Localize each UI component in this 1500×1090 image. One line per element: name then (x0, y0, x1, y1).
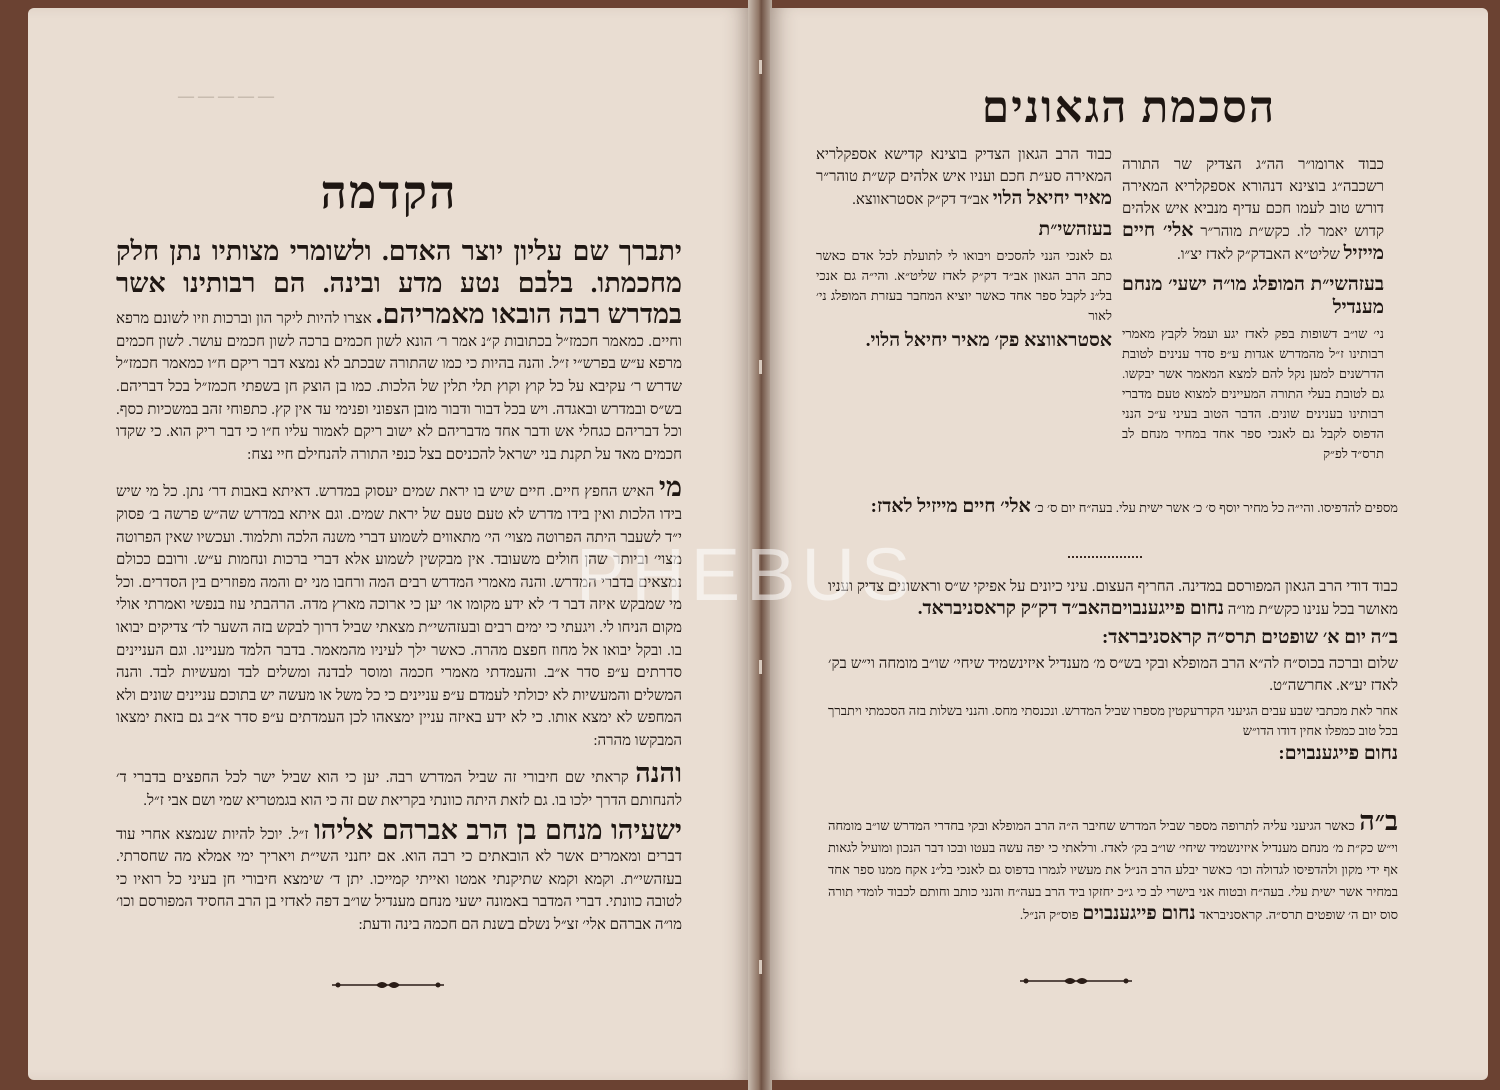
letter-signature: נחום פייגענבוים (1082, 903, 1196, 924)
author-name: ישעיהו מנחם בן הרב אברהם אליהו (313, 814, 682, 845)
approbation-sig-block (816, 219, 1112, 242)
approbation-column (816, 144, 1112, 352)
approbation-closing (828, 496, 1398, 519)
approbation-subject: בעזהשי״ת המופלג מו״ה ישעי׳ מנחם מענדיל (1122, 274, 1384, 318)
approbation-sig-block (1122, 274, 1384, 320)
binding-stitch (759, 60, 762, 74)
approbation-intro: כבוד הרב הגאון הצדיק בוצינא קדישא אספקלריא המאירה סע״ת חכם ועניו איש אלהים קש״ת טוהר״ר (816, 147, 1112, 185)
drop-lead: ב״ה (1359, 806, 1398, 836)
approbation-title: שליט״א האבדק״ק לאדז יצ״ו. (1176, 247, 1340, 263)
intro-paragraph (116, 815, 682, 937)
approbation-title: אב״ד דק״ק אסטראווצא. (852, 192, 990, 208)
intro-paragraph (116, 758, 682, 812)
paragraph-text: אצרו להיות ליקר הון וברכות וזיו לשונם מרפא וחיים. כמאמר חכמז״ל בכתובות ק״נ אמר ר׳ הונא לשון חכמים ברכה לשון חכמים עושר. לשון חכמים מרפא ע״ש בפרש״י ז״ל. והנה בהיות כי כמו שהתורה שבכתב לא נמצא דבר ריקם ח״ו כמאמר חכמז״ל שדרש ר׳ עקיבא על כל קוץ וקוץ תלי תלין של הלכות. כמו בן הוצק חן בשפתי חכמז״ל בכל דבריהם. בש״ס ובמדרש ובאגדה. ויש בכל דבור ודבור מובן הצפוני ופנימי עד אין קץ. כתפוחי זהב במשכיות כסף. וכל דבריהם כגחלי אש ודבר אחד מדבריהם לא ישוב ריקם לאמור עליו ח״ו כי דבר ריק הוא. כי שקדו חכמים מאד על תקנת בני ישראל להכניסם בצל כנפי התורה להנחילם חיי נצח: (116, 311, 682, 463)
paragraph-text: האיש החפץ חיים. חיים שיש בו יראת שמים יעסוק במדרש. דאיתא באבות דר׳ נתן. כל מי שיש בידו הלכות ואין בידו מדרש לא טעם טעם של יראת שמים. וגם איתא במדרש שה״ש פרשה ב׳ פסוק י״ד לשעבר היתה הפרוטה מצוי׳ הי׳ מתאווים לשמוע דברי משנה הלכה ותלמוד. ועכשיו שאין הפרוטה מצוי׳ וביותר שהן חולים משעובד. אין מבקשין לשמוע אלא דברי ברכות ונחמות ע״ש. ורובם ככולם נמצאים בדברי המדרש. והנה מאמרי המדרש רבים המה ורחבו מני ים והמה מפוזרים בין הסדרים. וכל מי שמבקש איזה דבר ד׳ לא ידע מקומו או׳ יען כי ארוכה מארץ מדה. הרהבתי עוז בנפשי ואמרתי אולי מקום הניחו לי. ויגעתי כי ימים רבים ובעזהשי״ת מצאתי שביל דרוך לבקש בזה השער לד׳ צדיקים יבואו בו. ובקל יבואו אל מחוז חפצם מהרה. כאשר ילך לעיניו מהמאמר. בדבר הלמד מעניינו. וגם העניינים סדרתים ע״פ סדר א״ב. והעמדתי מאמרי חכמה ומוסר לבדנה ומשלים לבד ומעשיות לבד. והנה המשלים והמעשיות לא יכולתי לעמדם ע״פ עניינים כי כל משל או מעשה יש בתוכם עניינים שונים ולא המחפש לא ימצא אותו. כי לא ידע באיזה עניין ימצאהו לכן העמדתים ע״פ סדר א״ב גם בזאת ימצאו המבקשו מהרה: (116, 484, 682, 749)
section-divider (1068, 556, 1142, 560)
approbation-intro: כבוד דודי הרב הגאון המפורסם במדינה. החריף העצום. עיני כיונים על אפיקי ש״ס וראשונים צדיק ועניו מאושר בכל ענינו כקש״ת מו״ה (828, 579, 1398, 618)
letter-signature: נחום פייגענבוים: (1278, 743, 1398, 764)
page-title: הקדמה (320, 167, 458, 218)
approbation-intro: כבוד ארומו״ר הה״ג הצדיק שר התורה רשכבה״ג בוצינא דנהורא אספקלריא המאירה דורש טוב לעמו חכם עדיף מנביא איש אלהים קדוש יאמר לו. כקש״ת מוהר״ר (1122, 157, 1384, 240)
rabbi-name: אלי׳ חיים מייזיל (1122, 220, 1384, 264)
approbation-section (828, 806, 1398, 926)
intro-paragraph (116, 236, 682, 466)
binding-stitch (759, 660, 762, 674)
letter-signature-tail: פוס״ק הנ״ל. (1019, 907, 1079, 922)
drop-lead: מי (658, 472, 683, 503)
letter-greeting: שלום וברכה בכוס״ח לה״א הרב המופלא ובקי בש״ס מ׳ מענדיל איזינשמיד שיחי׳ שו״ב מומחה וי״ש בק׳ לאדז יע״א. אחרשה״ט. (828, 656, 1398, 694)
approbation-signature: אלי׳ חיים מייזיל לאדז: (870, 496, 1031, 517)
approbation-title: האב״ד דק״ק קראסניבראד. (917, 598, 1111, 619)
drop-lead: יתברך שם עליון יוצר האדם. ולשומרי מצותיו נתן חלק מחכמתו. בלבם נטע מדע ובינה. הם רבותינו אשר במדרש רבה הובאו מאמריהם. (116, 236, 683, 330)
watermark: PHEBUS (576, 533, 917, 616)
letter-date: ב״ה יום א׳ שופטים תרס״ה קראסניבראד: (1101, 627, 1398, 648)
binding-stitch (759, 360, 762, 374)
approbation-heading (1122, 154, 1384, 266)
approbation-body: גם לאנכי הנני להסכים ויבואו לי לתועלת לכל אדם כאשר כתב הרב הגאון אב״ד דק״ק לאדז שליט״א. והי״ה גם אנכי בל״נ לקבל ספר אחד כאשר יוציא המחבר בעזרת המופלג ני׳ לאור (816, 248, 1112, 323)
faint-bleed-text: — — — — — (178, 88, 274, 105)
drop-lead: והנה (635, 758, 682, 789)
paragraph-text: קראתי שם חיבורי זה שביל המדרש רבה. יען כי הוא שביל ישר לכל החפצים בדברי ד׳ להנחותם הדרך ילכו בו. גם לזאת היתה כוונתי בקריאת שם זה כי הוא בגמטריא שמי ושם אבי ז״ל. (116, 770, 682, 810)
ornament-divider (328, 978, 448, 992)
page-title: הסכמת הגאונים (981, 83, 1277, 132)
rabbi-name: נחום פייגענבוים (1110, 598, 1225, 619)
letter-body: אחר לאת מכתבי שבע עבים הגיעני הקדרעקטין מספרו שביל המדרש. ונכנסתי מחס. והנני בשלות בזה הסכמתי ויתברך בכל טוב כמפלו אחין דודו הדו״ש (828, 703, 1398, 738)
approbation-signature: אסטראווצא פק׳ מאיר יחיאל הלוי. (865, 330, 1112, 351)
binding-stitch (759, 960, 762, 974)
approbation-body: ני׳ שו״ב דשופות בפק לאדז יגע ועמל לקבץ מאמרי רבותינו ז״ל מהמדרש אגדות ע״פ סדר ענינים לטובת הדרשנים למען נקל להם למצא המאמר אשר יבקשו. גם לטובת בעלי התורה המעיינים למצוא טעם מדברי רבותינו בענינים שונים. הדבר הטוב בעיני ע״כ הנני הדפוס לקבל גם לאנכי ספר אחד במחיר מנחם לב תרס״ד לפ״ק (1122, 326, 1384, 461)
ornament-divider (1016, 974, 1136, 988)
approbation-heading (816, 144, 1112, 211)
rabbi-name: מאיר יחיאל הלוי (992, 188, 1112, 209)
approbation-closing-text: מספים להדפיסו. והי״ה כל מחיר יוסף ס׳ כ׳ אשר ישית עלי. בעה״ח יום ס׳ כ׳ (1034, 500, 1398, 515)
approbation-column (1122, 154, 1384, 464)
letter-body: כאשר הגיעני עליה לתרופה מספר שביל המדרש שחיבר ה״ה הרב המופלא ובקי בחדרי המדרש שו״ב מומחה וי״ש כק״ת מ׳ מנחם מענדיל איזינשמיד שיחי׳ שו״ב בק׳ לאדז. ורלאתי כי יפה עשה בעטו ובכו דבר הנכון ומועיל לגאות אף ידי מקון ולהדפיסו לגדולה וכו׳ כאשר יבלע הרב הנ״ל את מעשיו לגמרו בדפוס גם לאנכי בל״נ אקח ממנו ספר אחד במחיר אשר ישית עלי. בעה״ח ובטוח אני בישרי לב כי ג״כ יחזקו ביד הרב בעה״ח והנני כותב וחותם לכבוד לומדי תורה סוס יום ה׳ שופטים תרס״ה. קראסניבראד (828, 818, 1398, 922)
paragraph-text: ז״ל. יוכל להיות שנמצא אחרי עוד דברים ומאמרים אשר לא הובאתים כי רבה הוא. אם יחנני השי״ת ויאריך ימי אמלא מה שחסרתי. בעזהשי״ת. וקמא וקמא שתיקנתי אמטו ואייתי קמייכו. יתן ד׳ שימצא חיבורי חן בעיני כל רואיו כי לטובה כוונתי. דברי המדבר באמונה ישעי מנחם מענדיל שו״ב דפה לאדזי בן הרב החסיד המפורסם וכו׳ מו״ה אברהם אלי׳ זצ״ל נשלם בשנת הם חכמה בינה ודעת: (116, 826, 682, 934)
approbation-subject: בעזהשי״ת (1038, 219, 1112, 240)
